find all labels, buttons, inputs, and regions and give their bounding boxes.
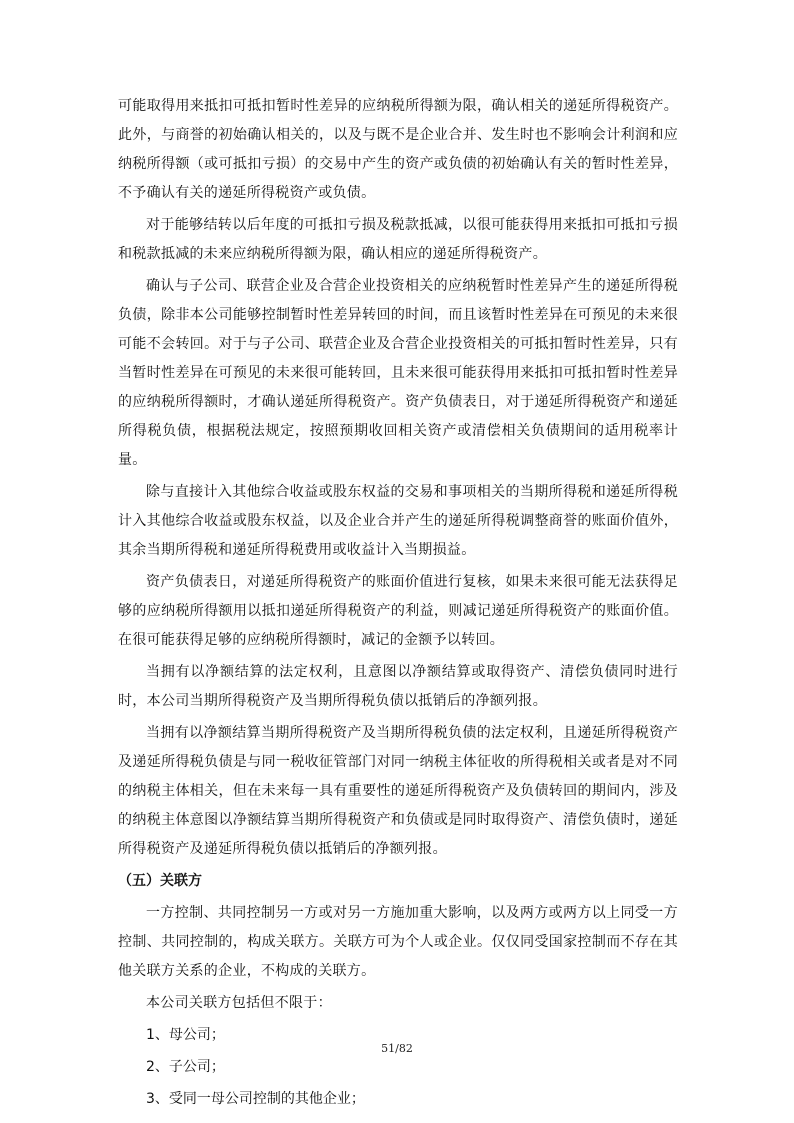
paragraph-carrying-amount-review: 资产负债表日，对递延所得税资产的账面价值进行复核，如果未来很可能无法获得足够的应纳税所得额用以抵扣递延所得税资产的利益，则减记递延所得税资产的账面价值。在很可能获得足够的应纳税所得额时，减记的金额予以转回。 <box>118 574 678 648</box>
paragraph-investment-temporary-differences: 确认与子公司、联营企业及合营企业投资相关的应纳税暂时性差异产生的递延所得税负债，除非本公司能够控制暂时性差异转回的时间，而且该暂时性差异在可预见的未来很可能不会转回。对于与子公司、联营企业及合营企业投资相关的可抵扣暂时性差异，只有当暂时性差异在可预见的未来很可能转回，且未来很可能获得用来抵扣可抵扣暂时性差异的应纳税所得额时，才确认递延所得税资产。资产负债表日，对于递延所得税资产和递延所得税负债，根据税法规定，按照预期收回相关资产或清偿相关负债期间的适用税率计量。 <box>118 278 678 468</box>
list-item: 1、母公司； <box>146 1027 225 1043</box>
document-page <box>118 92 678 1114</box>
paragraph-current-tax-offset: 当拥有以净额结算的法定权利，且意图以净额结算或取得资产、清偿负债同时进行时，本公司当期所得税资产及当期所得税负债以抵销后的净额列报。 <box>118 664 678 709</box>
paragraph-tax-loss-carryforward: 对于能够结转以后年度的可抵扣亏损及税款抵减，以很可能获得用来抵扣可抵扣亏损和税款抵减的未来应纳税所得额为限，确认相应的递延所得税资产。 <box>118 217 678 262</box>
list-item: 2、子公司； <box>146 1059 225 1075</box>
paragraph-tax-recognition: 除与直接计入其他综合收益或股东权益的交易和事项相关的当期所得税和递延所得税计入其他综合收益或股东权益，以及企业合并产生的递延所得税调整商誉的账面价值外，其余当期所得税和递延所得税费用或收益计入当期损益。 <box>118 484 678 558</box>
section-heading-related-parties: （五）关联方 <box>118 873 202 889</box>
page-number: 51/82 <box>381 1042 413 1055</box>
paragraph-related-party-definition: 一方控制、共同控制另一方或对另一方施加重大影响，以及两方或两方以上同受一方控制、共同控制的，构成关联方。关联方可为个人或企业。仅仅同受国家控制而不存在其他关联方关系的企业，不构成的关联方。 <box>118 905 678 979</box>
paragraph-deferred-tax-offset: 当拥有以净额结算当期所得税资产及当期所得税负债的法定权利，且递延所得税资产及递延所得税负债是与同一税收征管部门对同一纳税主体征收的所得税相关或者是对不同的纳税主体相关，但在未来每一具有重要性的递延所得税资产及负债转回的期间内，涉及的纳税主体意图以净额结算当期所得税资产和负债或是同时取得资产、清偿负债时，递延所得税资产及递延所得税负债以抵销后的净额列报。 <box>118 725 678 857</box>
paragraph-related-party-intro: 本公司关联方包括但不限于： <box>146 995 332 1011</box>
list-item: 3、受同一母公司控制的其他企业； <box>146 1091 365 1107</box>
paragraph-deferred-tax-continued: 可能取得用来抵扣可抵扣暂时性差异的应纳税所得额为限，确认相关的递延所得税资产。此外，与商誉的初始确认相关的，以及与既不是企业合并、发生时也不影响会计利润和应纳税所得额（或可抵扣亏损）的交易中产生的资产或负债的初始确认有关的暂时性差异，不予确认有关的递延所得税资产或负债。 <box>118 98 678 201</box>
